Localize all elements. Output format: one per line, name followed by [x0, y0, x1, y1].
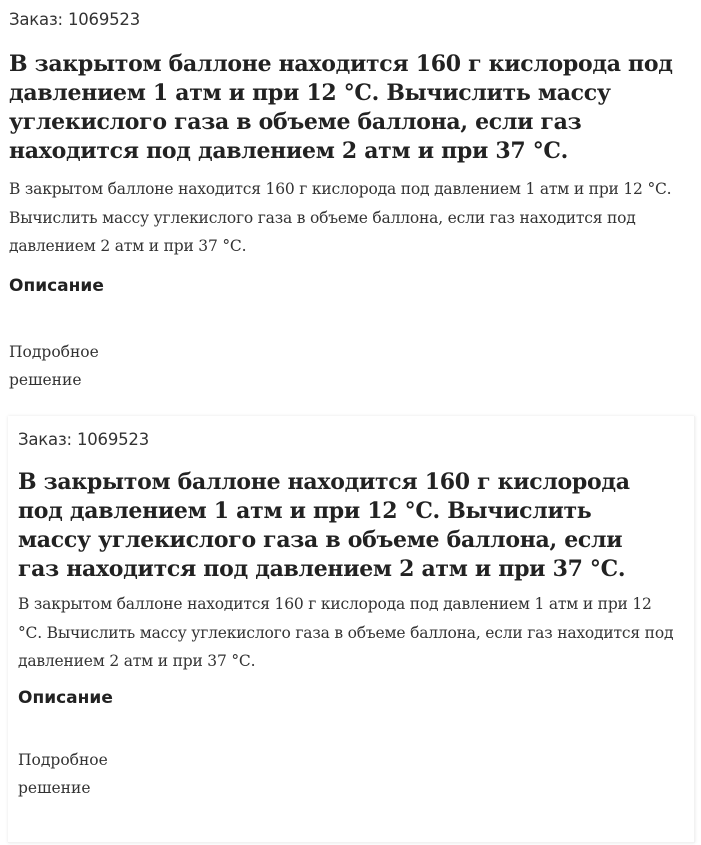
problem-title: В закрытом баллоне находится 160 г кислорода под давлением 1 атм и при 12 °С. Вычислить массу углекислого газа в объеме баллона, если газ находится под давлением 2 атм и при 37 °С.: [9, 51, 673, 164]
problem-description: В закрытом баллоне находится 160 г кислорода под давлением 1 атм и при 12 °С. Вычислить массу углекислого газа в объеме баллона, если газ находится под давлением 2 атм и при 37 °С.: [9, 180, 672, 255]
order-number: Заказ: 1069523: [18, 430, 150, 449]
problem-description: В закрытом баллоне находится 160 г кислорода под давлением 1 атм и при 12 °С. Вычислить массу углекислого газа в объеме баллона, если газ находится под давлением 2 атм и при 37 °С.: [18, 595, 674, 670]
problem-title: В закрытом баллоне находится 160 г кислорода под давлением 1 атм и при 12 °С. Вычислить массу углекислого газа в объеме баллона, если газ находится под давлением 2 атм и при 37 °С.: [18, 469, 630, 582]
order-number: Заказ: 1069523: [9, 10, 141, 29]
detailed-solution-link[interactable]: Подробное решение: [18, 751, 108, 797]
description-heading: Описание: [9, 276, 104, 296]
order-card-secondary: [8, 416, 695, 843]
detailed-solution-link[interactable]: Подробное решение: [9, 343, 99, 389]
description-heading: Описание: [18, 688, 113, 708]
